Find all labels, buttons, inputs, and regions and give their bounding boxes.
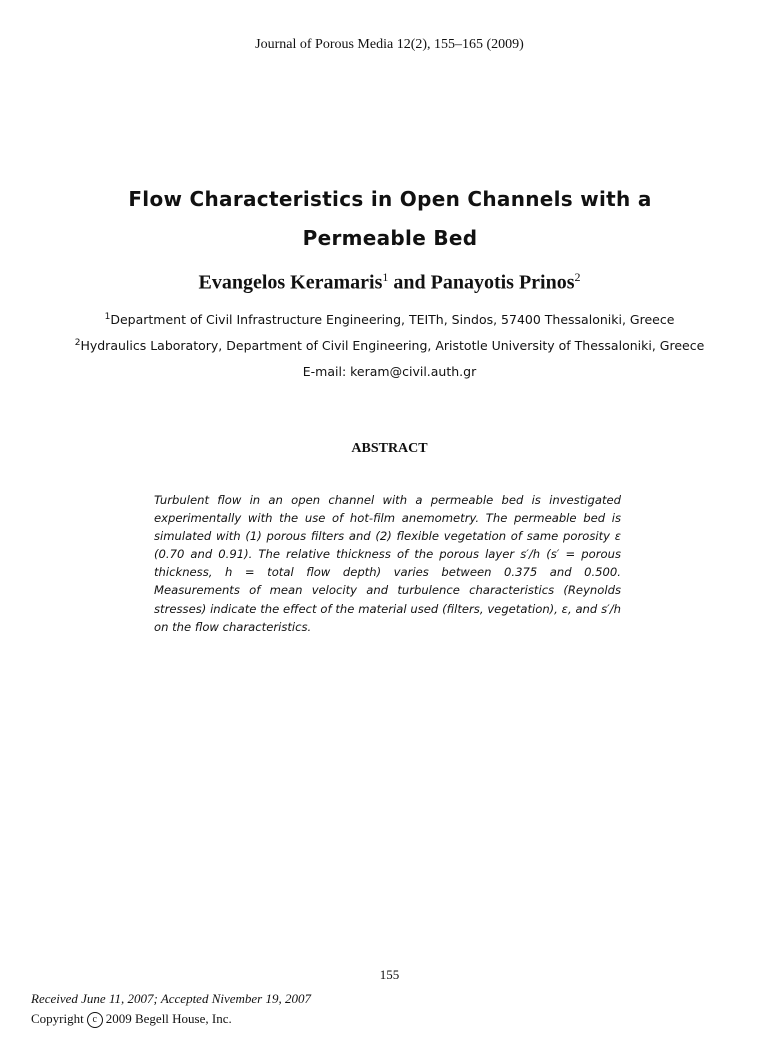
affiliation-mark: 1 <box>104 312 111 322</box>
received-dates: Received June 11, 2007; Accepted Nivember 19, 2007 <box>31 991 311 1006</box>
author-prinos: Panayotis Prinos <box>430 271 575 294</box>
journal-citation: Journal of Porous Media 12(2), 155–165 (2009) <box>255 37 524 52</box>
author-affiliation-mark: 1 <box>382 270 389 284</box>
affiliation-mark: 2 <box>74 338 81 348</box>
copyright-suffix: 2009 Begell House, Inc. <box>105 1011 232 1026</box>
paper-title: Flow Characteristics in Open Channels with a Permeable Bed <box>128 187 652 250</box>
copyright-notice <box>31 1011 232 1028</box>
abstract-body: Turbulent flow in an open channel with a permeable bed is investigated experimentally with the use of hot-film anemometry. The permeable bed is simulated with (1) porous filters and (2) flexible vegetation of same porosity ε (0.70 and 0.91). The relative thickness of the porous layer s′/h (s′ = porous thickness, h = total flow depth) varies between 0.375 and 0.500. Measurements of mean velocity and turbulence characteristics (Reynolds stresses) indicate the effect of the material used (filters, vegetation), ε, and s′/h on the flow characteristics. <box>154 493 621 634</box>
page-number: 155 <box>379 967 400 982</box>
affiliation-text: Hydraulics Laboratory, Department of Civil Engineering, Aristotle University of Thessaloniki, Greece <box>80 338 705 354</box>
affiliation-2 <box>0 338 779 353</box>
affiliation-text: Department of Civil Infrastructure Engineering, TEITh, Sindos, 57400 Thessaloniki, Greece <box>110 312 675 328</box>
author-affiliation-mark: 2 <box>574 270 581 284</box>
affiliation-1 <box>0 312 779 327</box>
contact-email: E-mail: keram@civil.auth.gr <box>302 364 477 379</box>
copyright-symbol-icon: c <box>87 1012 103 1028</box>
author-keramaris: Evangelos Keramaris <box>198 271 383 294</box>
author-joiner: and <box>388 271 431 294</box>
copyright-prefix: Copyright <box>31 1011 84 1026</box>
abstract-heading: ABSTRACT <box>351 441 428 456</box>
author-list <box>0 270 779 295</box>
